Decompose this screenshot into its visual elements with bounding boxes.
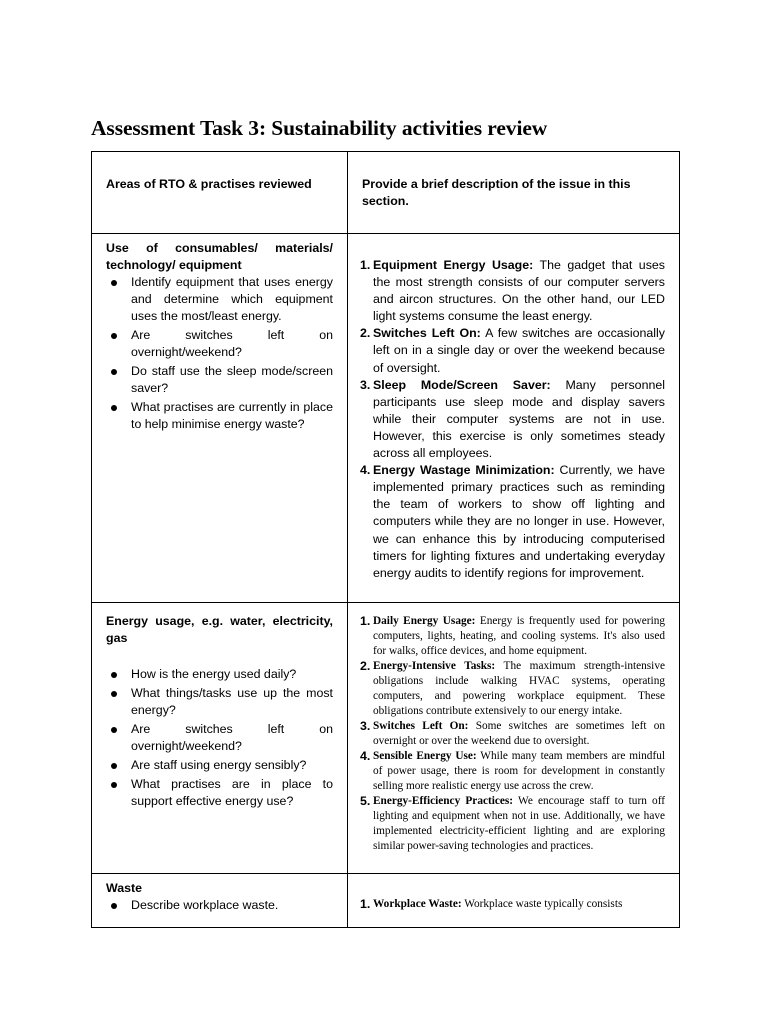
bullet-icon — [111, 691, 117, 697]
list-item: 2. Switches Left On: A few switches are occasionally left on in a single day or over the weekend because of oversight. — [360, 326, 665, 375]
review-table — [91, 151, 680, 928]
list-item: Are staff using energy sensibly? — [106, 757, 333, 774]
list-item: What practises are currently in place to help minimise energy waste? — [106, 399, 333, 433]
header-areas-text: Areas of RTO & practises reviewed — [106, 177, 312, 191]
table-row — [92, 234, 680, 603]
question-list — [106, 666, 333, 810]
list-item: 2. Energy-Intensive Tasks: The maximum strength-intensive obligations include walking HVAC systems, operating computers, and powering workplace equipment. These obligations contribute extensively to our energy intake. — [360, 659, 665, 717]
header-cell-areas — [92, 152, 348, 234]
list-item: What things/tasks use up the most energy? — [106, 685, 333, 719]
bullet-icon — [111, 405, 117, 411]
question-list — [106, 274, 333, 433]
list-item: Describe workplace waste. — [106, 897, 333, 914]
list-item: 4. Sensible Energy Use: While many team members are mindful of power usage, there is room for development in constantly selling more realistic energy use across the crew. — [360, 749, 665, 792]
table-row — [92, 603, 680, 874]
list-item: 4. Energy Wastage Minimization: Currently, we have implemented primary practices such as reminding the team of workers to show off lighting and computers while they are no longer in use. However, we can enhance this by introducing computerised timers for lighting fixtures and undertaking everyday energy audits to identify regions for improvement. — [360, 463, 665, 580]
areas-cell — [92, 603, 348, 874]
list-item: What practises are in place to support effective energy use? — [106, 776, 333, 810]
areas-cell — [92, 234, 348, 603]
list-item: How is the energy used daily? — [106, 666, 333, 683]
list-item: 1. Workplace Waste: Workplace waste typically consists — [360, 897, 623, 911]
description-cell — [348, 234, 680, 603]
answer-list — [362, 257, 665, 582]
table-row — [92, 874, 680, 928]
table-header-row — [92, 152, 680, 234]
header-cell-description — [348, 152, 680, 234]
bullet-icon — [111, 333, 117, 339]
list-item: Are switches left on overnight/weekend? — [106, 721, 333, 755]
area-heading: Use of consumables/ materials/ technology/ equipment — [106, 241, 333, 273]
page-title: Assessment Task 3: Sustainability activities review — [91, 116, 548, 140]
description-cell — [348, 874, 680, 928]
list-item: Are switches left on overnight/weekend? — [106, 327, 333, 361]
list-item: 5. Energy-Efficiency Practices: We encourage staff to turn off lighting and equipment when not in use. Additionally, we have implemented electricity-efficient lighting and are exploring similar power-saving technologies and practices. — [360, 794, 666, 852]
areas-cell — [92, 874, 348, 928]
list-item: 3. Switches Left On: Some switches are sometimes left on overnight or over the weekend due to oversight. — [360, 719, 666, 747]
description-cell — [348, 603, 680, 874]
area-heading: Energy usage, e.g. water, electricity, gas — [106, 614, 333, 646]
answer-list — [362, 614, 665, 854]
bullet-icon — [111, 782, 117, 788]
bullet-icon — [111, 280, 117, 286]
header-description-text: Provide a brief description of the issue in this section. — [362, 177, 631, 209]
list-item: 1. Equipment Energy Usage: The gadget that uses the most strength consists of our computer servers and aircon structures. On the other hand, our LED light systems consume the least energy. — [360, 258, 665, 324]
question-list — [106, 897, 333, 914]
list-item: 3. Sleep Mode/Screen Saver: Many personnel participants use sleep mode and display savers while their computer systems are not in use. However, this exercise is only sometimes steady across all employees. — [360, 377, 665, 461]
bullet-icon — [111, 672, 117, 678]
bullet-icon — [111, 727, 117, 733]
list-item: 1. Daily Energy Usage: Energy is frequently used for powering computers, lights, heating, and cooling systems. It's also used for walks, office devices, and home equipment. — [360, 614, 666, 657]
area-heading: Waste — [106, 881, 143, 895]
list-item: Identify equipment that uses energy and determine which equipment uses the most/least energy. — [106, 274, 333, 325]
list-item: Do staff use the sleep mode/screen saver? — [106, 363, 333, 397]
bullet-icon — [111, 903, 117, 909]
bullet-icon — [111, 369, 117, 375]
answer-list — [362, 897, 665, 912]
bullet-icon — [111, 763, 117, 769]
